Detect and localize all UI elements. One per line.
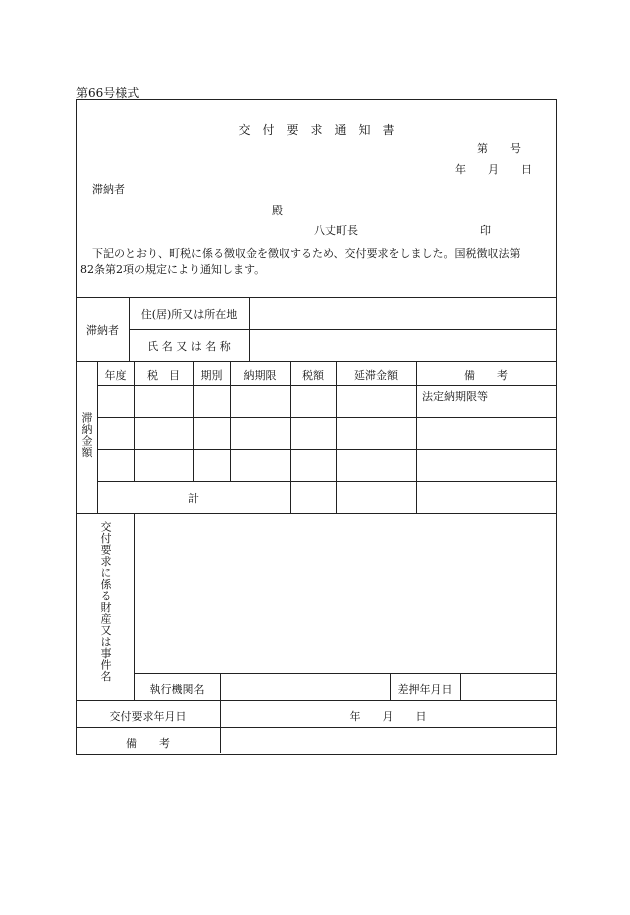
document-title: 交 付 要 求 通 知 書 [238, 123, 395, 137]
notice-body-line1: 下記のとおり、町税に係る徴収金を徴収するため、交付要求をしました。国税徴収法第 [92, 247, 521, 260]
document-number-label: 第 号 [477, 142, 521, 155]
form-number-label: 第66号様式 [76, 86, 140, 100]
header-late-fee: 延滞金額 [354, 369, 398, 382]
amounts-section-label: 滞納金額 [80, 412, 93, 458]
header-tax-item: 税 目 [147, 369, 180, 382]
addressee-label: 滞納者 [92, 183, 125, 196]
total-label: 計 [188, 492, 199, 505]
header-year: 年度 [104, 369, 127, 382]
seal-mark: 印 [480, 224, 491, 237]
address-label: 住(居)所又は所在地 [140, 308, 238, 321]
header-term: 期別 [200, 369, 223, 382]
seizure-date-label: 差押年月日 [397, 683, 453, 696]
header-due-date: 納期限 [243, 369, 277, 382]
form-frame [76, 99, 557, 755]
agency-label: 執行機関名 [149, 683, 205, 696]
header-tax-amount: 税額 [302, 369, 324, 382]
address-field[interactable] [250, 298, 556, 329]
name-field[interactable] [250, 330, 556, 361]
delinquent-section-label: 滞納者 [86, 324, 119, 337]
name-label: 氏 名 又 は 名 称 [147, 340, 231, 353]
notice-body-line2: 82条第2項の規定により通知します。 [80, 263, 266, 276]
issue-date-label: 年 月 日 [455, 163, 532, 176]
honorific-label: 殿 [272, 204, 283, 217]
property-section-label: 交付要求に係る財産又は事件名 [99, 521, 112, 682]
legal-due-date-note: 法定納期限等 [422, 390, 488, 403]
header-remarks: 備 考 [464, 369, 508, 382]
sender-label: 八丈町長 [314, 224, 358, 237]
footer-remarks-label: 備 考 [126, 737, 170, 750]
request-date-label: 交付要求年月日 [109, 710, 187, 723]
request-date-value: 年 月 日 [349, 710, 427, 723]
